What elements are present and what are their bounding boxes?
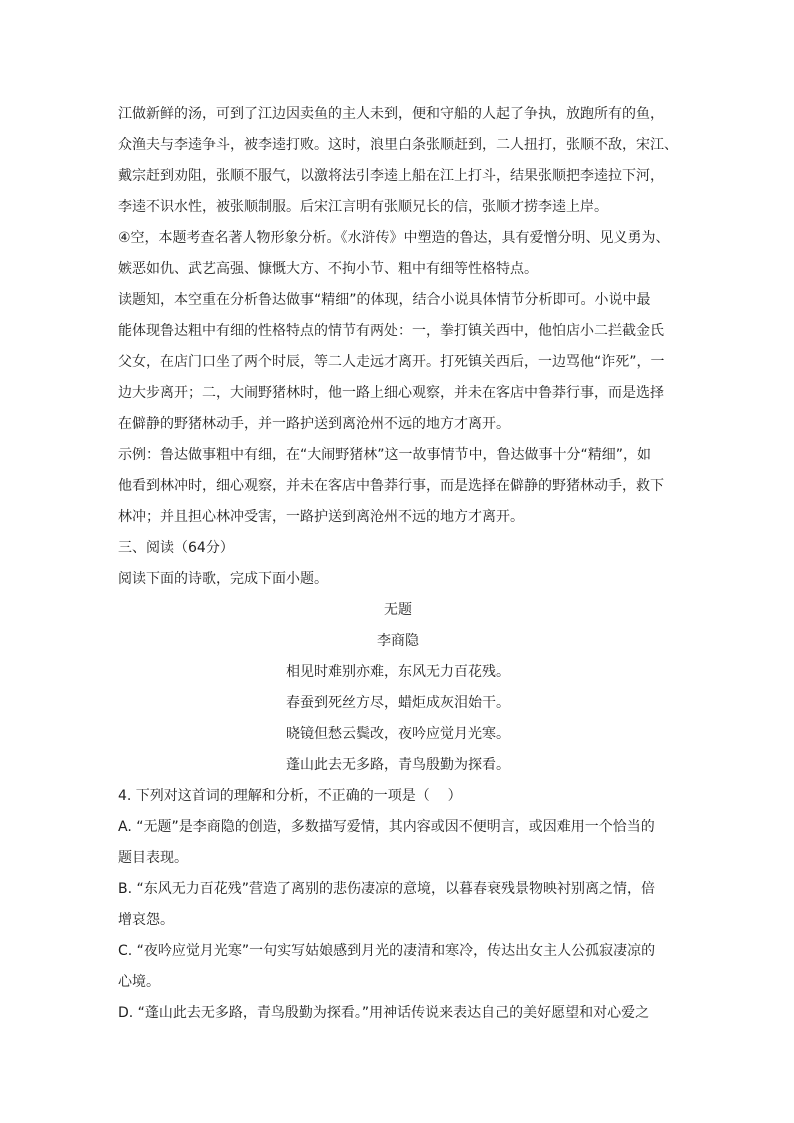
- answer-line: 父女，在店门口坐了两个时辰，等二人走远才离开。打死镇关西后，一边骂他“诈死”，一: [118, 354, 665, 370]
- poem-title: 无题: [384, 602, 412, 618]
- poem-line: 春蚕到死丝方尽，蜡炬成灰泪始干。: [286, 695, 510, 711]
- option-line: D. “蓬山此去无多路，青鸟殷勤为探看。”用神话传说来表达自己的美好愿望和对心爱之: [118, 1005, 650, 1021]
- answer-line: 林冲；并且担心林冲受害，一路护送到离沧州不远的地方才离开。: [118, 509, 524, 525]
- option-line: C. “夜吟应觉月光寒”一句实写姑娘感到月光的凄清和寒冷，传达出女主人公孤寂凄凉的: [118, 943, 656, 959]
- section-heading: 三、阅读（64分）: [118, 540, 234, 556]
- answer-explanation: [118, 99, 678, 533]
- poem-line: 蓬山此去无多路，青鸟殷勤为探看。: [286, 757, 510, 773]
- answer-line: 江做新鲜的汤，可到了江边因卖鱼的主人未到，便和守船的人起了争执，放跑所有的鱼，: [118, 106, 664, 122]
- answer-line: 在僻静的野猪林动手，并一路护送到离沧州不远的地方才离开。: [118, 416, 510, 432]
- option-line: 题目表现。: [118, 850, 188, 866]
- answer-line: 众渔夫与李逵争斗，被李逵打败。这时，浪里白条张顺赶到，二人扭打，张顺不敌，宋江、: [118, 137, 678, 153]
- option-line: B. “东风无力百花残”营造了离别的悲伤凄凉的意境，以暮春衰残景物映衬别离之情，倍: [118, 881, 656, 897]
- answer-line: 李逵不识水性，被张顺制服。后宋江言明有张顺兄长的信，张顺才捞李逵上岸。: [118, 199, 608, 215]
- answer-line: 边大步离开；二，大闹野猪林时，他一路上细心观察，并未在客店中鲁莽行事，而是选择: [118, 385, 664, 401]
- answer-line: 嫉恶如仇、武艺高强、慷慨大方、不拘小节、粗中有细等性格特点。: [118, 261, 538, 277]
- question-stem: 4. 下列对这首词的理解和分析，不正确的一项是（ ）: [118, 788, 462, 804]
- poem-line: 相见时难别亦难，东风无力百花残。: [286, 664, 510, 680]
- question-4: [118, 781, 678, 1029]
- section-instruction: 阅读下面的诗歌，完成下面小题。: [118, 571, 328, 587]
- option-a: [118, 812, 678, 874]
- answer-line: 戴宗赶到劝阻，张顺不服气，以激将法引李逵上船在江上打斗，结果张顺把李逵拉下河，: [118, 168, 664, 184]
- option-line: 心境。: [118, 974, 160, 990]
- answer-line: 读题知，本空重在分析鲁达做事“精细”的体现，结合小说具体情节分析即可。小说中最: [118, 292, 651, 308]
- poem-author: 李商隐: [377, 633, 419, 649]
- answer-line: ④空，本题考查名著人物形象分析。《水浒传》中塑造的鲁达，具有爱憎分明、见义勇为、: [118, 230, 670, 246]
- option-b: [118, 874, 678, 936]
- poem: [118, 595, 678, 781]
- answer-line: 示例：鲁达做事粗中有细，在“大闹野猪林”这一故事情节中，鲁达做事十分“精细”，如: [118, 447, 652, 463]
- option-d: [118, 998, 678, 1029]
- answer-line: 能体现鲁达粗中有细的性格特点的情节有两处：一，拳打镇关西中，他怕店小二拦截金氏: [118, 323, 664, 339]
- poem-line: 晓镜但愁云鬓改，夜吟应觉月光寒。: [286, 726, 510, 742]
- document-page: [118, 99, 678, 1029]
- option-line: A. “无题”是李商隐的创造，多数描写爱情，其内容或因不便明言，或因难用一个恰当的: [118, 819, 655, 835]
- answer-line: 他看到林冲时，细心观察，并未在客店中鲁莽行事，而是选择在僻静的野猪林动手，救下: [118, 478, 664, 494]
- option-c: [118, 936, 678, 998]
- option-line: 增哀怨。: [118, 912, 174, 928]
